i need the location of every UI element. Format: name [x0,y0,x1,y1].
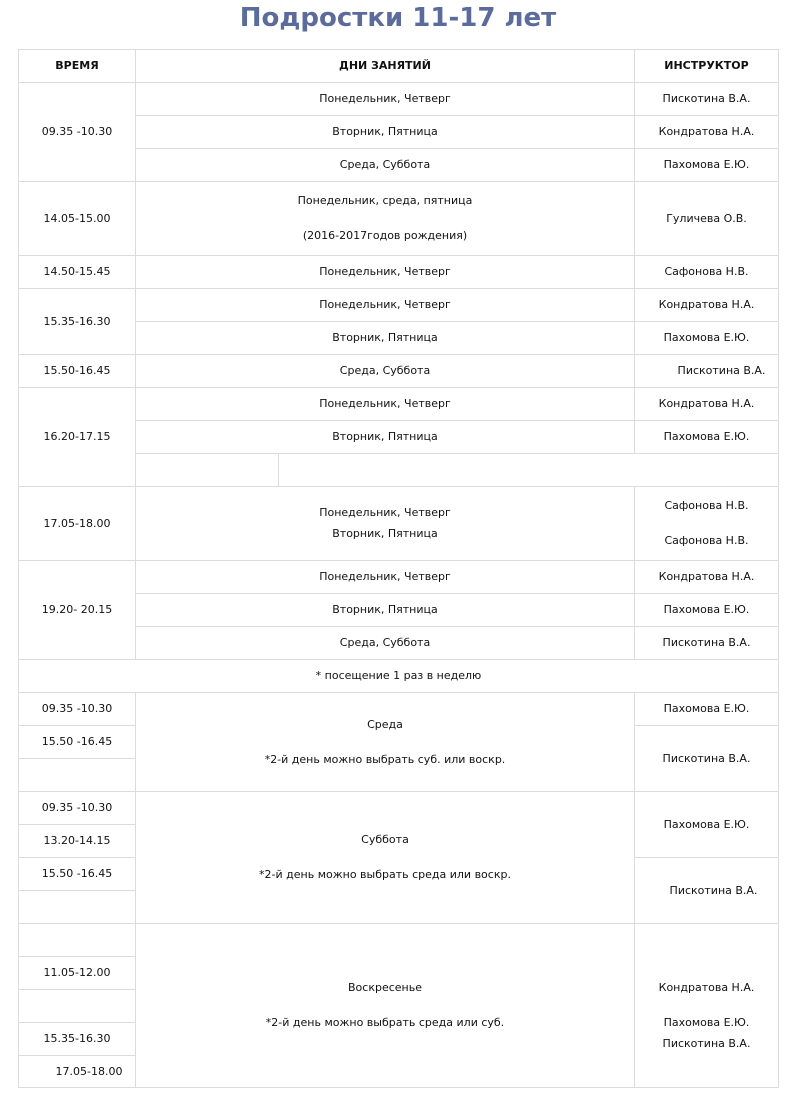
days-cell: Среда, Суббота [136,627,635,660]
instructor-cell [635,924,779,1088]
instructor-text: Пахомова Е.Ю. [663,1015,750,1029]
instructor-cell: Пахомова Е.Ю. [635,149,779,182]
time-cell: 17.05-18.00 [19,1056,136,1088]
second-day-note: *2-й день можно выбрать среда или воскр. [259,868,511,881]
time-cell: 13.20-14.15 [19,825,136,858]
time-cell: 09.35 -10.30 [19,693,136,726]
days-cell: Понедельник, Четверг [136,256,635,289]
day-text: Среда [367,717,403,731]
instructor-text: Сафонова Н.В. [664,499,749,512]
days-cell [136,182,635,256]
header-instructor: ИНСТРУКТОР [635,50,779,83]
instructor-text: Пискотина В.А. [662,1036,751,1050]
days-cell [136,693,635,792]
time-cell: 09.35 -10.30 [19,792,136,825]
instructor-cell: Пахомова Е.Ю. [635,693,779,726]
days-cell: Вторник, Пятница [136,322,635,355]
days-cell [136,792,635,924]
empty-cell [19,759,136,792]
table-row [19,182,779,256]
days-cell: Среда, Суббота [136,149,635,182]
instructor-cell: Гуличева О.В. [635,182,779,256]
instructor-cell: Пискотина В.А. [635,627,779,660]
header-time: ВРЕМЯ [19,50,136,83]
time-cell: 14.50-15.45 [19,256,136,289]
time-cell: 15.50 -16.45 [19,858,136,891]
instructor-cell: Кондратова Н.А. [635,289,779,322]
instructor-cell: Сафонова Н.В. [635,256,779,289]
instructor-text: Кондратова Н.А. [658,980,755,994]
second-day-note: *2-й день можно выбрать суб. или воскр. [264,752,506,766]
instructor-text: Сафонова Н.В. [664,534,749,547]
table-row [19,693,779,726]
table-row [19,924,779,957]
days-text: Вторник, Пятница [332,527,438,540]
table-header-row [19,50,779,83]
days-cell: Вторник, Пятница [136,594,635,627]
days-cell: Понедельник, Четверг [136,83,635,116]
page-title: Подростки 11-17 лет [239,3,557,33]
instructor-cell: Пахомова Е.Ю. [635,792,779,858]
schedule-table [18,49,779,1088]
time-cell: 19.20- 20.15 [19,561,136,660]
instructor-cell: Пахомова Е.Ю. [635,421,779,454]
time-cell: 14.05-15.00 [19,182,136,256]
table-row [19,561,779,594]
instructor-cell: Пахомова Е.Ю. [635,594,779,627]
instructor-cell: Пискотина В.А. [635,83,779,116]
empty-cell [19,924,136,957]
instructor-cell: Кондратова Н.А. [635,561,779,594]
instructor-cell: Пискотина В.А. [635,858,779,924]
empty-cell [279,454,779,487]
day-text: Суббота [361,833,409,846]
weekly-note: * посещение 1 раз в неделю [19,660,779,693]
empty-cell [136,454,279,487]
days-cell [136,487,635,561]
days-cell: Понедельник, Четверг [136,561,635,594]
table-row [19,355,779,388]
header-days: ДНИ ЗАНЯТИЙ [136,50,635,83]
instructor-cell: Пискотина В.А. [635,355,779,388]
time-cell: 16.20-17.15 [19,388,136,487]
day-text: Воскресенье [348,981,422,994]
instructor-cell: Кондратова Н.А. [635,388,779,421]
days-cell: Понедельник, Четверг [136,388,635,421]
time-cell: 15.50 -16.45 [19,726,136,759]
days-cell: Среда, Суббота [136,355,635,388]
days-cell: Вторник, Пятница [136,421,635,454]
empty-cell [19,990,136,1023]
days-cell: Понедельник, Четверг [136,289,635,322]
weekly-note-row [19,660,779,693]
table-row [19,83,779,116]
time-cell: 15.35-16.30 [19,289,136,355]
instructor-cell: Кондратова Н.А. [635,116,779,149]
instructor-cell [635,487,779,561]
empty-cell [19,891,136,924]
days-text: Понедельник, Четверг [319,506,451,519]
time-cell: 17.05-18.00 [19,487,136,561]
days-cell: Вторник, Пятница [136,116,635,149]
instructor-cell: Пахомова Е.Ю. [635,322,779,355]
time-cell: 15.35-16.30 [19,1023,136,1056]
time-cell: 15.50-16.45 [19,355,136,388]
days-cell [136,924,635,1088]
time-cell: 09.35 -10.30 [19,83,136,182]
table-row [19,792,779,825]
birth-years-note: (2016-2017годов рождения) [302,229,468,242]
days-text: Понедельник, среда, пятница [297,194,473,207]
table-row [19,256,779,289]
table-row [19,388,779,421]
table-row [19,289,779,322]
second-day-note: *2-й день можно выбрать среда или суб. [265,1016,505,1029]
time-cell: 11.05-12.00 [19,957,136,990]
instructor-cell: Пискотина В.А. [635,726,779,792]
table-row [19,487,779,561]
